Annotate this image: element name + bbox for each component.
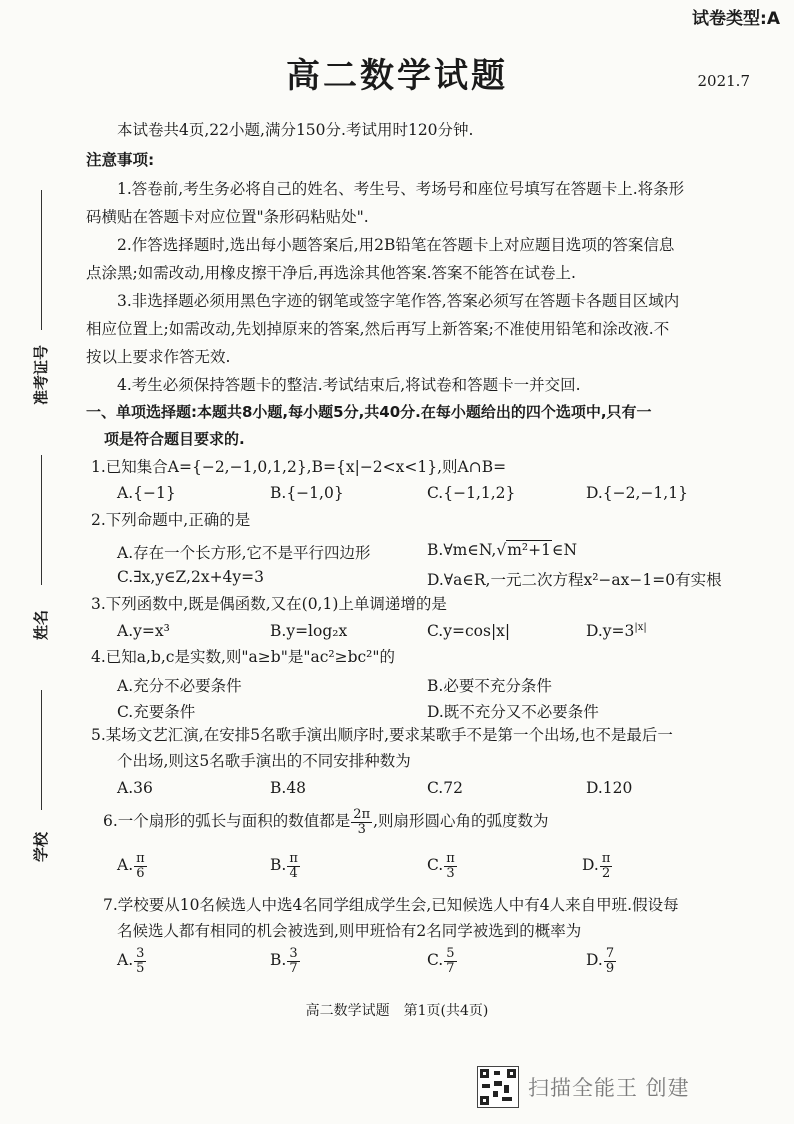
question-7-option-a: [117, 947, 147, 975]
exam-date: 2021.7: [697, 72, 750, 90]
question-6-stem-post: ,则扇形圆心角的弧度数为: [373, 812, 549, 831]
question-6-option-d: [582, 852, 613, 880]
question-3-option-d-base: D.y=3: [586, 622, 635, 641]
question-7-option-c: [427, 947, 458, 975]
question-7-stem-line-1: 7.学校要从10名候选人中选4名同学组成学生会,已知候选人中有4人来自甲班.假设每: [103, 896, 679, 914]
question-1-option-a: A.{−1}: [117, 484, 176, 502]
option-fraction: [444, 947, 456, 975]
note-2-line-2: 点涂黑;如需改动,用橡皮擦干净后,再选涂其他答案.答案不能答在试卷上.: [86, 264, 576, 282]
question-6-fraction-den: 3: [357, 821, 366, 837]
section-1-heading: 一、单项选择题:本题共8小题,每小题5分,共40分.在每小题给出的四个选项中,只有一: [86, 403, 652, 421]
option-fraction: [604, 947, 616, 975]
note-3-line-1: 3.非选择题必须用黑色字迹的钢笔或签字笔作答,答案必须写在答题卡各题目区域内: [117, 292, 680, 310]
option-label: D.: [586, 951, 603, 970]
fraction-den: 7: [446, 960, 455, 976]
section-1-heading-2: 项是符合题目要求的.: [104, 430, 245, 448]
option-label: D.: [582, 856, 599, 875]
question-3-stem: 3.下列函数中,既是偶函数,又在(0,1)上单调递增的是: [91, 595, 447, 613]
question-3-option-d: [586, 622, 647, 640]
fraction-den: 2: [601, 865, 611, 881]
page-footer: 高二数学试题 第1页(共4页): [305, 1003, 489, 1019]
question-4-option-b: B.必要不充分条件: [427, 677, 552, 695]
question-7-option-b: [270, 947, 301, 975]
question-2-option-c: C.∃x,y∈Z,2x+4y=3: [117, 568, 265, 586]
fraction-num: π: [601, 851, 611, 866]
intro-text: 本试卷共4页,22小题,满分150分.考试用时120分钟.: [117, 121, 474, 139]
question-2-option-b-prefix: B.∀m∈N,: [427, 541, 497, 559]
question-5-option-c: C.72: [427, 779, 463, 797]
option-label: C.: [427, 856, 444, 875]
question-6-option-c: [427, 852, 458, 880]
fraction-den: 5: [136, 960, 145, 976]
option-fraction: [287, 947, 299, 975]
question-5-option-b: B.48: [270, 779, 307, 797]
question-2-option-d: D.∀a∈R,一元二次方程x²−ax−1=0有实根: [427, 571, 722, 589]
question-6-fraction-num: 2π: [353, 807, 371, 822]
fraction-num: π: [136, 851, 145, 866]
option-fraction: [134, 852, 147, 880]
question-4-option-a: A.充分不必要条件: [117, 677, 242, 695]
question-1-option-b: B.{−1,0}: [270, 484, 344, 502]
school-label: 学校: [32, 831, 50, 862]
question-6-option-a: [117, 852, 148, 880]
fraction-den: 6: [136, 865, 145, 881]
qr-code-icon: [477, 1066, 519, 1108]
question-6-fraction: [351, 808, 372, 836]
question-7-stem-line-2: 名候选人都有相同的机会被选到,则甲班恰有2名同学被选到的概率为: [117, 922, 582, 940]
fraction-num: 7: [605, 946, 615, 961]
question-3-option-d-exponent: |x|: [634, 622, 647, 633]
option-fraction: [444, 852, 457, 880]
option-label: B.: [270, 856, 287, 875]
question-4-option-d: D.既不充分又不必要条件: [427, 703, 599, 721]
scanner-watermark: 扫描全能王 创建: [528, 1076, 690, 1100]
option-label: C.: [427, 951, 444, 970]
question-3-option-c: C.y=cos|x|: [427, 622, 511, 640]
note-1-line-1: 1.答卷前,考生务必将自己的姓名、考生号、考场号和座位号填写在答题卡上.将条形: [117, 180, 685, 198]
option-label: A.: [117, 951, 134, 970]
question-6-stem-pre: 6.一个扇形的弧长与面积的数值都是: [103, 812, 351, 831]
question-5-option-a: A.36: [117, 779, 153, 797]
notes-heading: 注意事项:: [86, 151, 155, 169]
question-5-stem-line-1: 5.某场文艺汇演,在安排5名歌手演出顺序时,要求某歌手不是第一个出场,也不是最后一: [91, 726, 673, 744]
fraction-den: 7: [289, 960, 298, 976]
paper-type: 试卷类型:A: [692, 9, 780, 29]
fraction-den: 4: [289, 865, 298, 881]
question-2-option-a: A.存在一个长方形,它不是平行四边形: [117, 544, 371, 562]
option-fraction: [134, 947, 146, 975]
fraction-num: π: [446, 851, 455, 866]
question-1-stem: 1.已知集合A={−2,−1,0,1,2},B={x|−2<x<1},则A∩B=: [91, 458, 507, 476]
note-2-line-1: 2.作答选择题时,选出每小题答案后,用2B铅笔在答题卡上对应题目选项的答案信息: [117, 236, 675, 254]
page-title: 高二数学试题: [286, 56, 508, 96]
question-3-option-b: B.y=log₂x: [270, 622, 348, 640]
question-2-option-b-suffix: ∈N: [552, 541, 578, 559]
exam-no-label: 准考证号: [32, 344, 50, 405]
name-line: [41, 455, 42, 585]
question-2-option-b-radicand: m²+1: [507, 541, 551, 559]
fraction-den: 9: [605, 960, 615, 976]
note-3-line-2: 相应位置上;如需改动,先划掉原来的答案,然后再写上新答案;不准使用铅笔和涂改液.不: [86, 320, 670, 338]
question-1-option-c: C.{−1,1,2}: [427, 484, 516, 502]
name-label: 姓名: [32, 609, 50, 640]
question-4-option-c: C.充要条件: [117, 703, 196, 721]
option-label: B.: [270, 951, 287, 970]
school-line: [41, 690, 42, 810]
question-2-option-b: [427, 541, 577, 559]
question-6-option-b: [270, 852, 301, 880]
note-4-line-1: 4.考生必须保持答题卡的整洁.考试结束后,将试卷和答题卡一并交回.: [117, 376, 581, 394]
fraction-num: 3: [289, 946, 298, 961]
note-1-line-2: 码横贴在答题卡对应位置"条形码粘贴处".: [86, 208, 369, 226]
question-1-option-d: D.{−2,−1,1}: [586, 484, 688, 502]
question-4-stem: 4.已知a,b,c是实数,则"a≥b"是"ac²≥bc²"的: [91, 648, 396, 666]
fraction-num: 3: [136, 946, 145, 961]
fraction-num: 5: [446, 946, 455, 961]
exam-no-line: [41, 190, 42, 330]
question-5-option-d: D.120: [586, 779, 633, 797]
question-6-stem: [103, 808, 549, 836]
sqrt-sign: √: [496, 541, 507, 559]
option-fraction: [287, 852, 300, 880]
question-3-option-a: A.y=x³: [117, 622, 170, 640]
note-3-line-3: 按以上要求作答无效.: [86, 348, 231, 366]
option-fraction: [600, 852, 613, 880]
question-2-stem: 2.下列命题中,正确的是: [91, 511, 251, 529]
fraction-num: π: [289, 851, 298, 866]
question-7-option-d: [586, 947, 617, 975]
option-label: A.: [117, 856, 134, 875]
fraction-den: 3: [446, 865, 455, 881]
question-5-stem-line-2: 个出场,则这5名歌手演出的不同安排种数为: [117, 752, 411, 770]
